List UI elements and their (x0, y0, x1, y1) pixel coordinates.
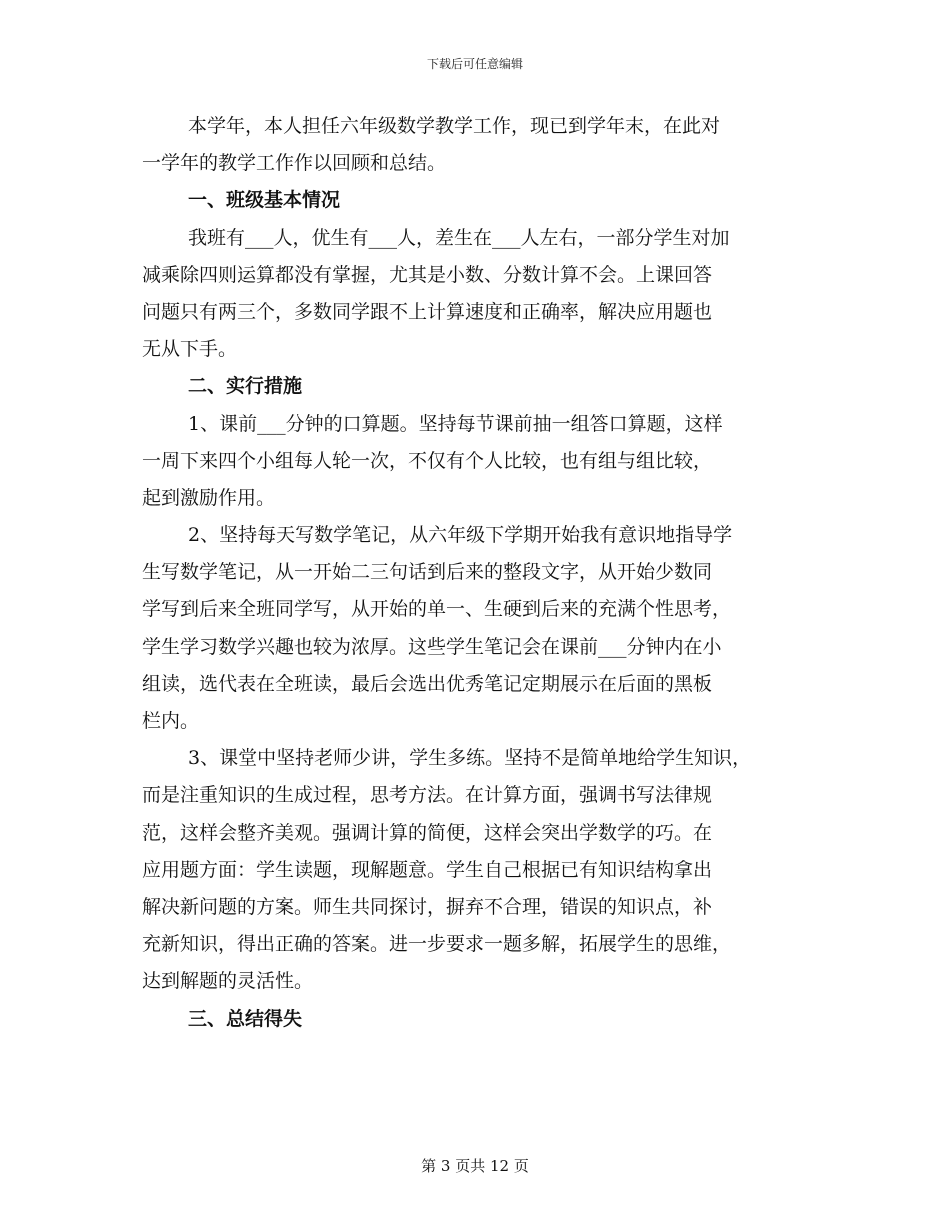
paragraph-line: 本学年，本人担任六年级数学教学工作，现已到学年末，在此对 (188, 115, 721, 137)
paragraph-line: 起到激励作用。 (142, 486, 276, 509)
paragraph-line: 学写到后来全班同学写，从开始的单一、生硬到后来的充满个性思考， (142, 598, 732, 621)
paragraph-line: 减乘除四则运算都没有掌握，尤其是小数、分数计算不会。上课回答 (142, 263, 713, 286)
paragraph-line: 3、课堂中坚持老师少讲，学生多练。坚持不是简单地给学生知识， (188, 747, 752, 770)
paragraph-line: 学生学习数学兴趣也较为浓厚。这些学生笔记会在课前___分钟内在小 (142, 635, 722, 658)
paragraph-line: 应用题方面：学生读题，现解题意。学生自己根据已有知识结构拿出 (142, 858, 713, 881)
paragraph-line: 问题只有两三个，多数同学跟不上计算速度和正确率，解决应用题也 (142, 300, 713, 323)
paragraph-line: 我班有___人，优生有___人，差生在___人左右，一部分学生对加 (188, 226, 730, 249)
page-header: 下载后可任意编辑 (426, 57, 523, 71)
paragraph-line: 而是注重知识的生成过程，思考方法。在计算方面，强调书写法律规 (142, 784, 713, 807)
paragraph-line: 范，这样会整齐美观。强调计算的简便，这样会突出学数学的巧。在 (142, 821, 713, 844)
paragraph-line: 1、课前___分钟的口算题。坚持每节课前抽一组答口算题，这样 (188, 412, 723, 435)
paragraph-line: 组读，选代表在全班读，最后会选出优秀笔记定期展示在后面的黑板 (142, 672, 713, 695)
paragraph-line: 生写数学笔记，从一开始二三句话到后来的整段文字，从开始少数同 (142, 561, 713, 584)
document-body (142, 108, 818, 1038)
paragraph-line: 一学年的教学工作作以回顾和总结。 (142, 152, 447, 175)
paragraph-line: 无从下手。 (142, 338, 238, 361)
paragraph-line: 解决新问题的方案。师生共同探讨，摒弃不合理，错误的知识点，补 (142, 895, 713, 918)
section-heading-class-situation: 一、班级基本情况 (188, 189, 341, 212)
paragraph-line: 达到解题的灵活性。 (142, 970, 314, 993)
paragraph-line: 栏内。 (142, 710, 200, 732)
paragraph-line: 充新知识，得出正确的答案。进一步要求一题多解，拓展学生的思维， (142, 933, 732, 956)
section-heading-measures: 二、实行措施 (188, 375, 303, 398)
page-number: 第 3 页共 12 页 (421, 1157, 529, 1175)
paragraph-line: 2、坚持每天写数学笔记，从六年级下学期开始我有意识地指导学 (188, 524, 733, 547)
paragraph-line: 一周下来四个小组每人轮一次，不仅有个人比较，也有组与组比较， (142, 449, 713, 472)
section-heading-summary: 三、总结得失 (188, 1007, 303, 1030)
